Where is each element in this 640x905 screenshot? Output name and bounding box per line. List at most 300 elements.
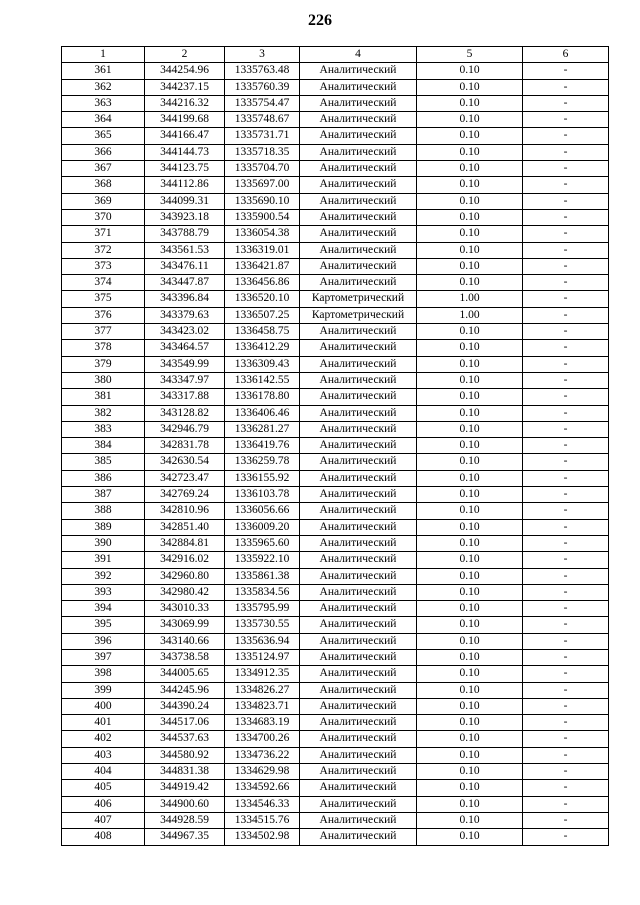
accuracy-cell: 0.10: [417, 79, 523, 95]
accuracy-cell: 0.10: [417, 503, 523, 519]
accuracy-cell: 0.10: [417, 764, 523, 780]
y-coordinate-cell: 1335900.54: [225, 209, 300, 225]
column-header: 5: [417, 47, 523, 63]
table-row: [62, 633, 609, 649]
x-coordinate-cell: 343561.53: [145, 242, 225, 258]
point-number-cell: 404: [62, 764, 145, 780]
accuracy-cell: 0.10: [417, 372, 523, 388]
y-coordinate-cell: 1335690.10: [225, 193, 300, 209]
y-coordinate-cell: 1335922.10: [225, 552, 300, 568]
table-row: [62, 829, 609, 845]
note-cell: -: [523, 503, 609, 519]
table-row: [62, 552, 609, 568]
note-cell: -: [523, 372, 609, 388]
method-cell: Аналитический: [300, 715, 417, 731]
point-number-cell: 406: [62, 796, 145, 812]
note-cell: -: [523, 324, 609, 340]
accuracy-cell: 0.10: [417, 405, 523, 421]
y-coordinate-cell: 1336458.75: [225, 324, 300, 340]
method-cell: Аналитический: [300, 128, 417, 144]
table-row: [62, 780, 609, 796]
note-cell: -: [523, 731, 609, 747]
note-cell: -: [523, 519, 609, 535]
table-row: [62, 63, 609, 79]
x-coordinate-cell: 343396.84: [145, 291, 225, 307]
point-number-cell: 367: [62, 161, 145, 177]
point-number-cell: 371: [62, 226, 145, 242]
x-coordinate-cell: 344112.86: [145, 177, 225, 193]
method-cell: Аналитический: [300, 340, 417, 356]
note-cell: -: [523, 633, 609, 649]
accuracy-cell: 0.10: [417, 389, 523, 405]
table-row: [62, 503, 609, 519]
point-number-cell: 376: [62, 307, 145, 323]
note-cell: -: [523, 209, 609, 225]
note-cell: -: [523, 796, 609, 812]
column-header: 6: [523, 47, 609, 63]
method-cell: Аналитический: [300, 193, 417, 209]
x-coordinate-cell: 342630.54: [145, 454, 225, 470]
method-cell: Аналитический: [300, 649, 417, 665]
method-cell: Аналитический: [300, 829, 417, 845]
y-coordinate-cell: 1335636.94: [225, 633, 300, 649]
method-cell: Аналитический: [300, 584, 417, 600]
x-coordinate-cell: 343128.82: [145, 405, 225, 421]
accuracy-cell: 0.10: [417, 226, 523, 242]
y-coordinate-cell: 1336456.86: [225, 275, 300, 291]
method-cell: Аналитический: [300, 421, 417, 437]
method-cell: Аналитический: [300, 568, 417, 584]
y-coordinate-cell: 1335861.38: [225, 568, 300, 584]
y-coordinate-cell: 1336142.55: [225, 372, 300, 388]
y-coordinate-cell: 1336056.66: [225, 503, 300, 519]
note-cell: -: [523, 112, 609, 128]
method-cell: Аналитический: [300, 372, 417, 388]
table-row: [62, 535, 609, 551]
accuracy-cell: 0.10: [417, 275, 523, 291]
accuracy-cell: 1.00: [417, 307, 523, 323]
method-cell: Аналитический: [300, 796, 417, 812]
method-cell: Аналитический: [300, 747, 417, 763]
method-cell: Аналитический: [300, 519, 417, 535]
y-coordinate-cell: 1334592.66: [225, 780, 300, 796]
table-row: [62, 454, 609, 470]
method-cell: Аналитический: [300, 79, 417, 95]
method-cell: Аналитический: [300, 812, 417, 828]
note-cell: -: [523, 242, 609, 258]
note-cell: -: [523, 177, 609, 193]
point-number-cell: 382: [62, 405, 145, 421]
accuracy-cell: 0.10: [417, 340, 523, 356]
x-coordinate-cell: 342769.24: [145, 487, 225, 503]
accuracy-cell: 0.10: [417, 829, 523, 845]
note-cell: -: [523, 780, 609, 796]
header-row: [62, 47, 609, 63]
x-coordinate-cell: 344199.68: [145, 112, 225, 128]
point-number-cell: 383: [62, 421, 145, 437]
note-cell: -: [523, 698, 609, 714]
table-row: [62, 242, 609, 258]
y-coordinate-cell: 1334700.26: [225, 731, 300, 747]
point-number-cell: 393: [62, 584, 145, 600]
note-cell: -: [523, 63, 609, 79]
note-cell: -: [523, 389, 609, 405]
method-cell: Аналитический: [300, 438, 417, 454]
note-cell: -: [523, 617, 609, 633]
y-coordinate-cell: 1334683.19: [225, 715, 300, 731]
accuracy-cell: 0.10: [417, 324, 523, 340]
y-coordinate-cell: 1336309.43: [225, 356, 300, 372]
x-coordinate-cell: 342980.42: [145, 584, 225, 600]
point-number-cell: 373: [62, 258, 145, 274]
method-cell: Аналитический: [300, 682, 417, 698]
method-cell: Аналитический: [300, 144, 417, 160]
x-coordinate-cell: 343476.11: [145, 258, 225, 274]
table-row: [62, 405, 609, 421]
y-coordinate-cell: 1335760.39: [225, 79, 300, 95]
table-row: [62, 519, 609, 535]
x-coordinate-cell: 344919.42: [145, 780, 225, 796]
y-coordinate-cell: 1334826.27: [225, 682, 300, 698]
note-cell: -: [523, 470, 609, 486]
note-cell: -: [523, 682, 609, 698]
accuracy-cell: 0.10: [417, 242, 523, 258]
method-cell: Аналитический: [300, 356, 417, 372]
y-coordinate-cell: 1334736.22: [225, 747, 300, 763]
accuracy-cell: 0.10: [417, 568, 523, 584]
table-row: [62, 112, 609, 128]
table-row: [62, 698, 609, 714]
x-coordinate-cell: 344580.92: [145, 747, 225, 763]
x-coordinate-cell: 344144.73: [145, 144, 225, 160]
x-coordinate-cell: 343447.87: [145, 275, 225, 291]
y-coordinate-cell: 1336103.78: [225, 487, 300, 503]
accuracy-cell: 0.10: [417, 112, 523, 128]
accuracy-cell: 0.10: [417, 128, 523, 144]
table-row: [62, 258, 609, 274]
page-number: 226: [308, 12, 332, 29]
y-coordinate-cell: 1335834.56: [225, 584, 300, 600]
x-coordinate-cell: 343069.99: [145, 617, 225, 633]
y-coordinate-cell: 1336054.38: [225, 226, 300, 242]
point-number-cell: 384: [62, 438, 145, 454]
accuracy-cell: 0.10: [417, 617, 523, 633]
note-cell: -: [523, 144, 609, 160]
x-coordinate-cell: 344166.47: [145, 128, 225, 144]
method-cell: Аналитический: [300, 389, 417, 405]
point-number-cell: 385: [62, 454, 145, 470]
note-cell: -: [523, 226, 609, 242]
note-cell: -: [523, 715, 609, 731]
method-cell: Аналитический: [300, 633, 417, 649]
y-coordinate-cell: 1335730.55: [225, 617, 300, 633]
accuracy-cell: 0.10: [417, 63, 523, 79]
table-row: [62, 438, 609, 454]
y-coordinate-cell: 1336412.29: [225, 340, 300, 356]
point-number-cell: 372: [62, 242, 145, 258]
x-coordinate-cell: 344237.15: [145, 79, 225, 95]
y-coordinate-cell: 1336178.80: [225, 389, 300, 405]
column-header: 1: [62, 47, 145, 63]
x-coordinate-cell: 344005.65: [145, 666, 225, 682]
method-cell: Аналитический: [300, 535, 417, 551]
table-row: [62, 487, 609, 503]
point-number-cell: 369: [62, 193, 145, 209]
point-number-cell: 395: [62, 617, 145, 633]
x-coordinate-cell: 344831.38: [145, 764, 225, 780]
accuracy-cell: 0.10: [417, 144, 523, 160]
point-number-cell: 408: [62, 829, 145, 845]
y-coordinate-cell: 1335718.35: [225, 144, 300, 160]
x-coordinate-cell: 344537.63: [145, 731, 225, 747]
note-cell: -: [523, 161, 609, 177]
x-coordinate-cell: 343347.97: [145, 372, 225, 388]
y-coordinate-cell: 1336009.20: [225, 519, 300, 535]
note-cell: -: [523, 812, 609, 828]
y-coordinate-cell: 1336421.87: [225, 258, 300, 274]
point-number-cell: 403: [62, 747, 145, 763]
x-coordinate-cell: 342723.47: [145, 470, 225, 486]
table-row: [62, 568, 609, 584]
table-row: [62, 715, 609, 731]
accuracy-cell: 0.10: [417, 95, 523, 111]
coordinates-table: [61, 46, 609, 846]
x-coordinate-cell: 342960.80: [145, 568, 225, 584]
table-row: [62, 731, 609, 747]
note-cell: -: [523, 649, 609, 665]
note-cell: -: [523, 487, 609, 503]
point-number-cell: 396: [62, 633, 145, 649]
x-coordinate-cell: 344390.24: [145, 698, 225, 714]
note-cell: -: [523, 291, 609, 307]
x-coordinate-cell: 343140.66: [145, 633, 225, 649]
method-cell: Аналитический: [300, 275, 417, 291]
y-coordinate-cell: 1335795.99: [225, 601, 300, 617]
note-cell: -: [523, 79, 609, 95]
point-number-cell: 379: [62, 356, 145, 372]
y-coordinate-cell: 1335754.47: [225, 95, 300, 111]
accuracy-cell: 0.10: [417, 715, 523, 731]
note-cell: -: [523, 356, 609, 372]
x-coordinate-cell: 342831.78: [145, 438, 225, 454]
method-cell: Аналитический: [300, 601, 417, 617]
table-row: [62, 649, 609, 665]
note-cell: -: [523, 584, 609, 600]
x-coordinate-cell: 344517.06: [145, 715, 225, 731]
y-coordinate-cell: 1335965.60: [225, 535, 300, 551]
y-coordinate-cell: 1336155.92: [225, 470, 300, 486]
method-cell: Аналитический: [300, 177, 417, 193]
method-cell: Аналитический: [300, 552, 417, 568]
accuracy-cell: 0.10: [417, 731, 523, 747]
x-coordinate-cell: 343423.02: [145, 324, 225, 340]
point-number-cell: 407: [62, 812, 145, 828]
method-cell: Аналитический: [300, 764, 417, 780]
y-coordinate-cell: 1335763.48: [225, 63, 300, 79]
note-cell: -: [523, 421, 609, 437]
x-coordinate-cell: 342851.40: [145, 519, 225, 535]
point-number-cell: 366: [62, 144, 145, 160]
y-coordinate-cell: 1335731.71: [225, 128, 300, 144]
point-number-cell: 388: [62, 503, 145, 519]
x-coordinate-cell: 344900.60: [145, 796, 225, 812]
method-cell: Аналитический: [300, 242, 417, 258]
table-row: [62, 356, 609, 372]
point-number-cell: 386: [62, 470, 145, 486]
y-coordinate-cell: 1336520.10: [225, 291, 300, 307]
note-cell: -: [523, 552, 609, 568]
point-number-cell: 377: [62, 324, 145, 340]
table-row: [62, 340, 609, 356]
table-row: [62, 275, 609, 291]
table-row: [62, 324, 609, 340]
accuracy-cell: 0.10: [417, 812, 523, 828]
accuracy-cell: 0.10: [417, 177, 523, 193]
x-coordinate-cell: 342810.96: [145, 503, 225, 519]
table-row: [62, 79, 609, 95]
method-cell: Аналитический: [300, 63, 417, 79]
note-cell: -: [523, 405, 609, 421]
table-row: [62, 747, 609, 763]
y-coordinate-cell: 1334515.76: [225, 812, 300, 828]
point-number-cell: 362: [62, 79, 145, 95]
x-coordinate-cell: 343788.79: [145, 226, 225, 242]
y-coordinate-cell: 1336259.78: [225, 454, 300, 470]
accuracy-cell: 0.10: [417, 487, 523, 503]
accuracy-cell: 0.10: [417, 438, 523, 454]
method-cell: Аналитический: [300, 487, 417, 503]
accuracy-cell: 0.10: [417, 796, 523, 812]
method-cell: Аналитический: [300, 209, 417, 225]
method-cell: Аналитический: [300, 470, 417, 486]
table-row: [62, 226, 609, 242]
x-coordinate-cell: 343738.58: [145, 649, 225, 665]
accuracy-cell: 0.10: [417, 209, 523, 225]
method-cell: Аналитический: [300, 454, 417, 470]
point-number-cell: 401: [62, 715, 145, 731]
method-cell: Аналитический: [300, 731, 417, 747]
method-cell: Картометрический: [300, 307, 417, 323]
column-header: 2: [145, 47, 225, 63]
table-row: [62, 764, 609, 780]
note-cell: -: [523, 258, 609, 274]
point-number-cell: 389: [62, 519, 145, 535]
x-coordinate-cell: 342946.79: [145, 421, 225, 437]
y-coordinate-cell: 1336419.76: [225, 438, 300, 454]
x-coordinate-cell: 343464.57: [145, 340, 225, 356]
point-number-cell: 375: [62, 291, 145, 307]
table-row: [62, 421, 609, 437]
method-cell: Картометрический: [300, 291, 417, 307]
table-row: [62, 193, 609, 209]
accuracy-cell: 0.10: [417, 470, 523, 486]
method-cell: Аналитический: [300, 226, 417, 242]
accuracy-cell: 0.10: [417, 552, 523, 568]
method-cell: Аналитический: [300, 258, 417, 274]
accuracy-cell: 0.10: [417, 698, 523, 714]
table-row: [62, 617, 609, 633]
note-cell: -: [523, 95, 609, 111]
accuracy-cell: 0.10: [417, 649, 523, 665]
x-coordinate-cell: 344245.96: [145, 682, 225, 698]
x-coordinate-cell: 344123.75: [145, 161, 225, 177]
accuracy-cell: 0.10: [417, 666, 523, 682]
note-cell: -: [523, 438, 609, 454]
point-number-cell: 361: [62, 63, 145, 79]
point-number-cell: 381: [62, 389, 145, 405]
accuracy-cell: 0.10: [417, 356, 523, 372]
y-coordinate-cell: 1334502.98: [225, 829, 300, 845]
note-cell: -: [523, 601, 609, 617]
note-cell: -: [523, 666, 609, 682]
point-number-cell: 398: [62, 666, 145, 682]
table-row: [62, 95, 609, 111]
y-coordinate-cell: 1336319.01: [225, 242, 300, 258]
table-row: [62, 177, 609, 193]
method-cell: Аналитический: [300, 324, 417, 340]
table-row: [62, 796, 609, 812]
note-cell: -: [523, 454, 609, 470]
point-number-cell: 370: [62, 209, 145, 225]
point-number-cell: 394: [62, 601, 145, 617]
accuracy-cell: 0.10: [417, 584, 523, 600]
method-cell: Аналитический: [300, 161, 417, 177]
x-coordinate-cell: 342916.02: [145, 552, 225, 568]
accuracy-cell: 0.10: [417, 601, 523, 617]
point-number-cell: 400: [62, 698, 145, 714]
x-coordinate-cell: 343317.88: [145, 389, 225, 405]
note-cell: -: [523, 340, 609, 356]
accuracy-cell: 0.10: [417, 454, 523, 470]
table-row: [62, 291, 609, 307]
point-number-cell: 399: [62, 682, 145, 698]
method-cell: Аналитический: [300, 698, 417, 714]
method-cell: Аналитический: [300, 617, 417, 633]
note-cell: -: [523, 568, 609, 584]
x-coordinate-cell: 343010.33: [145, 601, 225, 617]
y-coordinate-cell: 1335124.97: [225, 649, 300, 665]
table-row: [62, 812, 609, 828]
y-coordinate-cell: 1335704.70: [225, 161, 300, 177]
accuracy-cell: 0.10: [417, 258, 523, 274]
x-coordinate-cell: 344099.31: [145, 193, 225, 209]
x-coordinate-cell: 344254.96: [145, 63, 225, 79]
table-row: [62, 666, 609, 682]
accuracy-cell: 0.10: [417, 633, 523, 649]
y-coordinate-cell: 1334912.35: [225, 666, 300, 682]
point-number-cell: 405: [62, 780, 145, 796]
note-cell: -: [523, 307, 609, 323]
y-coordinate-cell: 1334629.98: [225, 764, 300, 780]
accuracy-cell: 1.00: [417, 291, 523, 307]
note-cell: -: [523, 829, 609, 845]
accuracy-cell: 0.10: [417, 747, 523, 763]
accuracy-cell: 0.10: [417, 780, 523, 796]
note-cell: -: [523, 747, 609, 763]
accuracy-cell: 0.10: [417, 421, 523, 437]
point-number-cell: 390: [62, 535, 145, 551]
y-coordinate-cell: 1336507.25: [225, 307, 300, 323]
table-row: [62, 372, 609, 388]
y-coordinate-cell: 1336281.27: [225, 421, 300, 437]
point-number-cell: 374: [62, 275, 145, 291]
column-header: 3: [225, 47, 300, 63]
column-header: 4: [300, 47, 417, 63]
y-coordinate-cell: 1334823.71: [225, 698, 300, 714]
accuracy-cell: 0.10: [417, 682, 523, 698]
method-cell: Аналитический: [300, 666, 417, 682]
table-row: [62, 389, 609, 405]
